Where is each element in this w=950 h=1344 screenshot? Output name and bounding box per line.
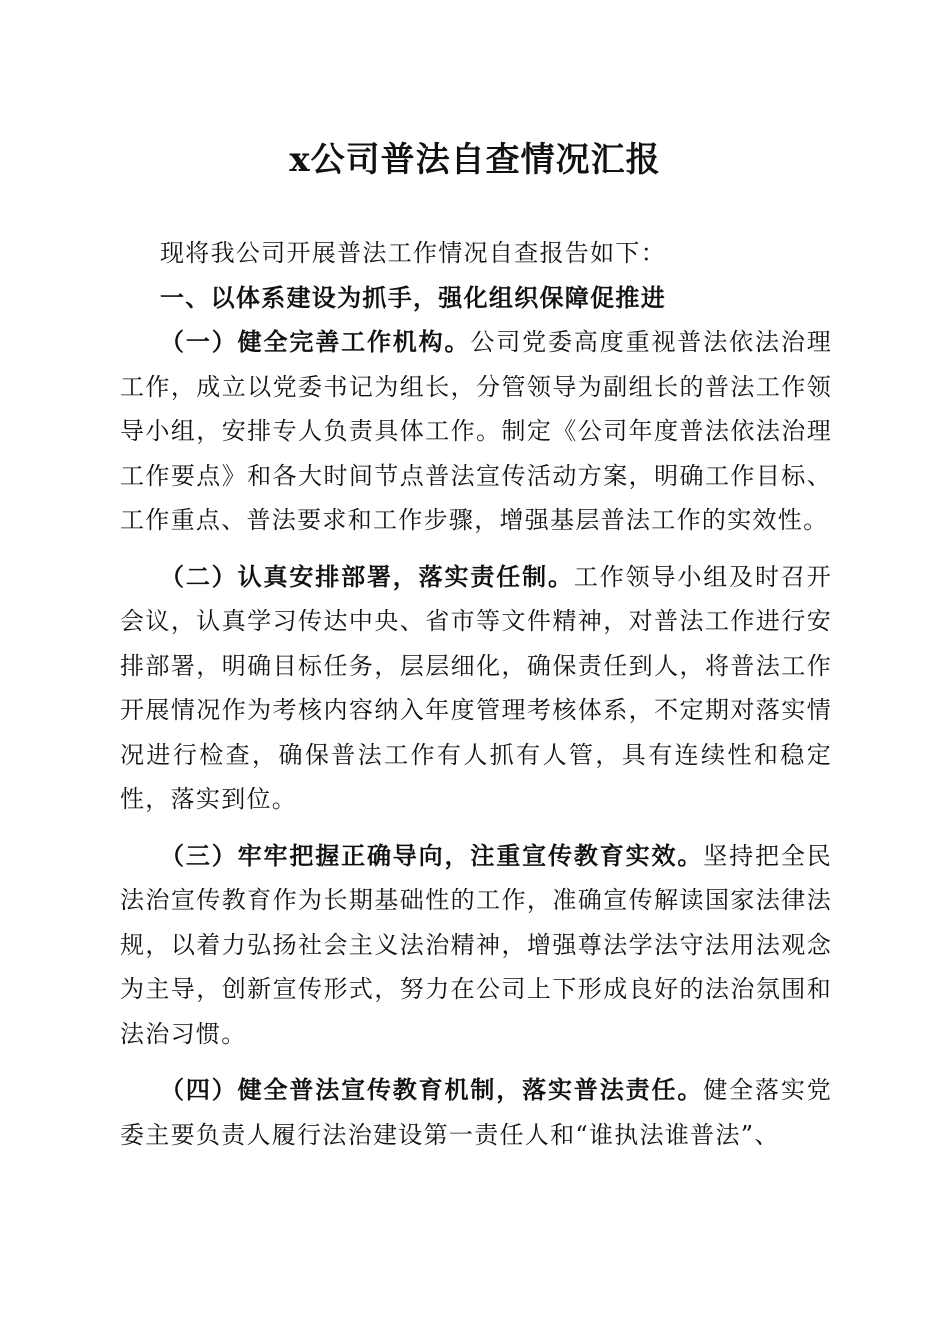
document-body [120, 231, 832, 1157]
document-title: x公司普法自查情况汇报 [289, 140, 661, 180]
item-text: 坚持把全民法治宣传教育作为长期基础性的工作，准确宣传解读国家法律法规，以着力弘扬社会主义法治精神，增强尊法学法守法用法观念为主导，创新宣传形式，努力在公司上下形成良好的法治氛围和法治习惯。 [120, 841, 832, 1048]
item-lead: （三）牢牢把握正确导向，注重宣传教育实效。 [160, 840, 704, 870]
paragraph-item-2 [120, 555, 832, 822]
item-text: 公司党委高度重视普法依法治理工作，成立以党委书记为组长，分管领导为副组长的普法工作领导小组，安排专人负责具体工作。制定《公司年度普法依法治理工作要点》和各大时间节点普法宣传活动方案，明确工作目标、工作重点、普法要求和工作步骤，增强基层普法工作的实效性。 [120, 328, 832, 534]
paragraph-spacer [120, 543, 832, 555]
item-text: 工作领导小组及时召开会议，认真学习传达中央、省市等文件精神，对普法工作进行安排部署，明确目标任务，层层细化，确保责任到人，将普法工作开展情况作为考核内容纳入年度管理考核体系，不定期对落实情况进行检查，确保普法工作有人抓有人管，具有连续性和稳定性，落实到位。 [120, 562, 832, 813]
paragraph-item-1 [120, 320, 832, 543]
intro-paragraph: 现将我公司开展普法工作情况自查报告如下： [160, 239, 666, 267]
paragraph-spacer [120, 1056, 832, 1068]
paragraph-spacer [120, 822, 832, 834]
item-lead: （二）认真安排部署，落实责任制。 [160, 561, 574, 591]
section-heading: 一、以体系建设为抓手，强化组织保障促推进 [160, 282, 666, 312]
paragraph-item-3 [120, 834, 832, 1057]
paragraph-item-4 [120, 1068, 832, 1157]
item-lead: （四）健全普法宣传教育机制，落实普法责任。 [160, 1075, 704, 1104]
item-text: 健全落实党委主要负责人履行法治建设第一责任人和“谁执法谁普法”、 [120, 1076, 832, 1149]
item-lead: （一）健全完善工作机构。 [160, 327, 471, 356]
